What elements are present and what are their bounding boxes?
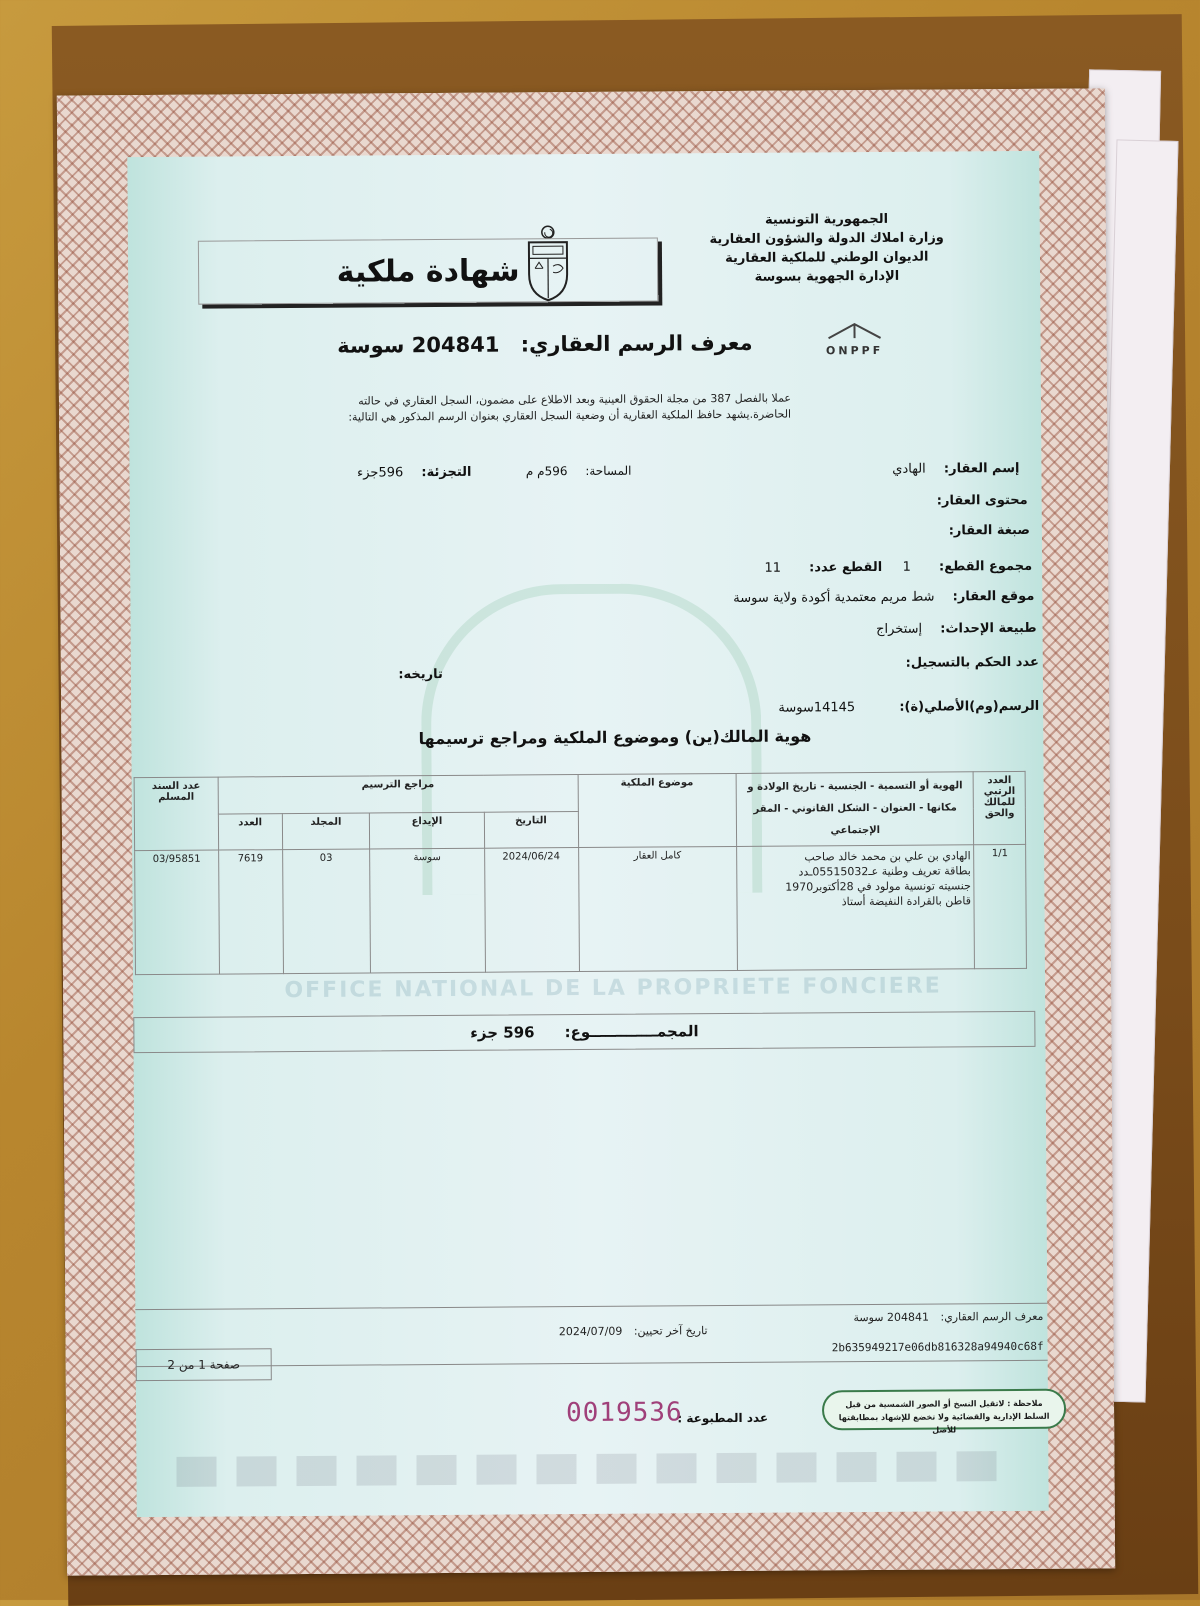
header-date: التاريخ: [484, 811, 578, 848]
page-title: شهادة ملكية: [337, 253, 520, 289]
original-title-label: الرسم(وم)الأصلي(ة):: [899, 699, 1039, 715]
cell-deposit: سوسة: [370, 848, 485, 973]
header-rank: العدد الرتبي للمالك والحق: [974, 771, 1026, 844]
document-hash: 2b635949217e06db816328a94940c68f: [832, 1340, 1044, 1354]
intro-paragraph: عملا بالفصل 387 من مجلة الحقوق العينية وبعد الاطلاع على مضمون، السجل العقاري في حالته الحاضرة.يشهد حافظ الملكية العقارية أن وضعية السجل العقاري بعنوان الرسم المذكور هي التالية:: [311, 391, 791, 426]
original-title-value: 14145سوسة: [778, 700, 855, 716]
division-field: [357, 465, 471, 481]
footer-reg-label: معرف الرسم العقاري:: [940, 1310, 1043, 1324]
footer-update-label: تاريخ آخر تحيين:: [634, 1324, 708, 1338]
origin-value: إستخراج: [876, 622, 922, 637]
area-field: [526, 464, 632, 479]
certificate-footer: [135, 1303, 1047, 1367]
onppf-logo-text: ONPPF: [775, 344, 935, 358]
judgment-label: عدد الحكم بالتسجيل:: [906, 655, 1039, 671]
origin-field: [876, 621, 1037, 637]
printed-serial-number: 0019536: [566, 1397, 683, 1428]
division-label: التجزئة:: [421, 465, 471, 480]
location-value: شط مريم معتمدية أكودة ولاية سوسة: [733, 590, 934, 606]
onppf-logo-icon: [824, 320, 884, 342]
area-label: المساحة:: [585, 464, 631, 478]
footer-registration: [853, 1310, 1043, 1324]
table-row: [135, 844, 1027, 974]
division-value: 596جزء: [357, 465, 403, 480]
cell-rank: 1/1: [974, 844, 1026, 968]
header-line-ministry: وزارة املاك الدولة والشؤون العقارية: [709, 228, 944, 249]
parcel-count-label: القطع عدد:: [809, 560, 882, 576]
property-name-value: الهادي: [892, 462, 926, 477]
judgment-date-label: تاريخه:: [398, 667, 443, 682]
header-volume: المجلد: [282, 813, 370, 850]
footer-reg-value: 204841 سوسة: [853, 1311, 929, 1325]
printed-number-label: عدد المطبوعة :: [677, 1411, 768, 1426]
origin-label: طبيعة الإحداث:: [940, 621, 1036, 637]
header-identity: الهوية أو التسمية - الجنسية - تاريخ الولادة و مكانها - العنوان - الشكل القانوني - المقر الإجتماعي: [736, 772, 974, 847]
header-line-office: الديوان الوطني للملكية العقارية: [710, 247, 945, 268]
faint-bottom-print: [176, 1451, 1016, 1487]
cell-subject: كامل العقار: [578, 846, 737, 971]
header-subject: موضوع الملكية: [578, 773, 737, 847]
header-doc-number: عدد السند المسلم: [134, 777, 218, 851]
footer-update: [559, 1324, 708, 1338]
parcels-label: مجموع القطع:: [939, 559, 1032, 575]
cell-doc-number: 03/95851: [135, 850, 220, 975]
registration-label: معرف الرسم العقاري:: [521, 331, 753, 357]
header-line-regional: الإدارة الجهوية بسوسة: [710, 266, 945, 287]
total-value: 596 جزء: [470, 1023, 534, 1041]
judgment-date-field: [398, 667, 443, 682]
cell-number: 7619: [219, 850, 284, 974]
watermark-text: OFFICE NATIONAL DE LA PROPRIETE FONCIERE: [253, 973, 973, 1003]
title-frame: [198, 237, 658, 304]
page-indicator: صفحة 1 من 2: [136, 1348, 272, 1381]
parcels-field: [903, 559, 1033, 575]
header-deposit: الإيداع: [370, 812, 484, 849]
location-label: موقع العقار:: [953, 589, 1035, 605]
judgment-field: [906, 655, 1039, 671]
footer-update-value: 2024/07/09: [559, 1325, 622, 1338]
owners-section-title: هوية المالك(ين) وموضوع الملكية ومراجع ترسيمها: [419, 726, 812, 748]
registration-city: سوسة: [337, 333, 404, 357]
header-number: العدد: [218, 813, 282, 850]
location-field: [733, 589, 1034, 606]
owner-line: بطاقة تعريف وطنية عـ05515032ـدد: [740, 863, 970, 880]
ministry-header: [709, 209, 944, 287]
copy-notice: ملاحظة : لاتقبل النسخ أو الصور الشمسية من قبل السلط الإدارية والقضائية ولا تخضع للإشهاد بمطابقتها للأصل: [822, 1389, 1066, 1431]
header-refs: مراجع الترسيم: [218, 775, 578, 814]
area-value: 596م م: [526, 464, 568, 478]
cell-date: 2024/06/24: [484, 848, 579, 973]
property-name-field: [892, 461, 1019, 477]
total-box: [133, 1011, 1035, 1053]
content-label: محتوى العقار:: [937, 493, 1028, 509]
owner-line: الهادي بن علي بن محمد خالد صاحب: [740, 848, 970, 865]
cell-volume: 03: [282, 849, 371, 974]
owners-table: [134, 771, 1027, 975]
owner-line: جنسيته تونسية مولود في 28أكتوبر1970: [740, 878, 970, 895]
original-title-field: [778, 699, 1039, 716]
cell-owner-identity: [737, 845, 975, 971]
owner-line: قاطن بالقرادة النفيضة أستاذ: [741, 893, 971, 910]
certificate-body: [127, 151, 1048, 1517]
content-field: [937, 493, 1028, 509]
parcels-value: 1: [903, 560, 911, 575]
nature-field: [949, 523, 1030, 539]
total-label: المجمـــــــــــــوع:: [565, 1022, 699, 1041]
registration-id: [337, 331, 753, 358]
table-header-row: [134, 771, 1025, 814]
registration-number: 204841: [412, 333, 500, 358]
header-line-republic: الجمهورية التونسية: [709, 209, 944, 230]
nature-label: صبغة العقار:: [949, 523, 1030, 539]
onppf-logo: [774, 320, 934, 358]
parcel-count-value: 11: [764, 561, 781, 576]
property-name-label: إسم العقار:: [944, 461, 1020, 477]
ownership-certificate: [57, 88, 1115, 1575]
parcel-count-field: [764, 560, 882, 576]
